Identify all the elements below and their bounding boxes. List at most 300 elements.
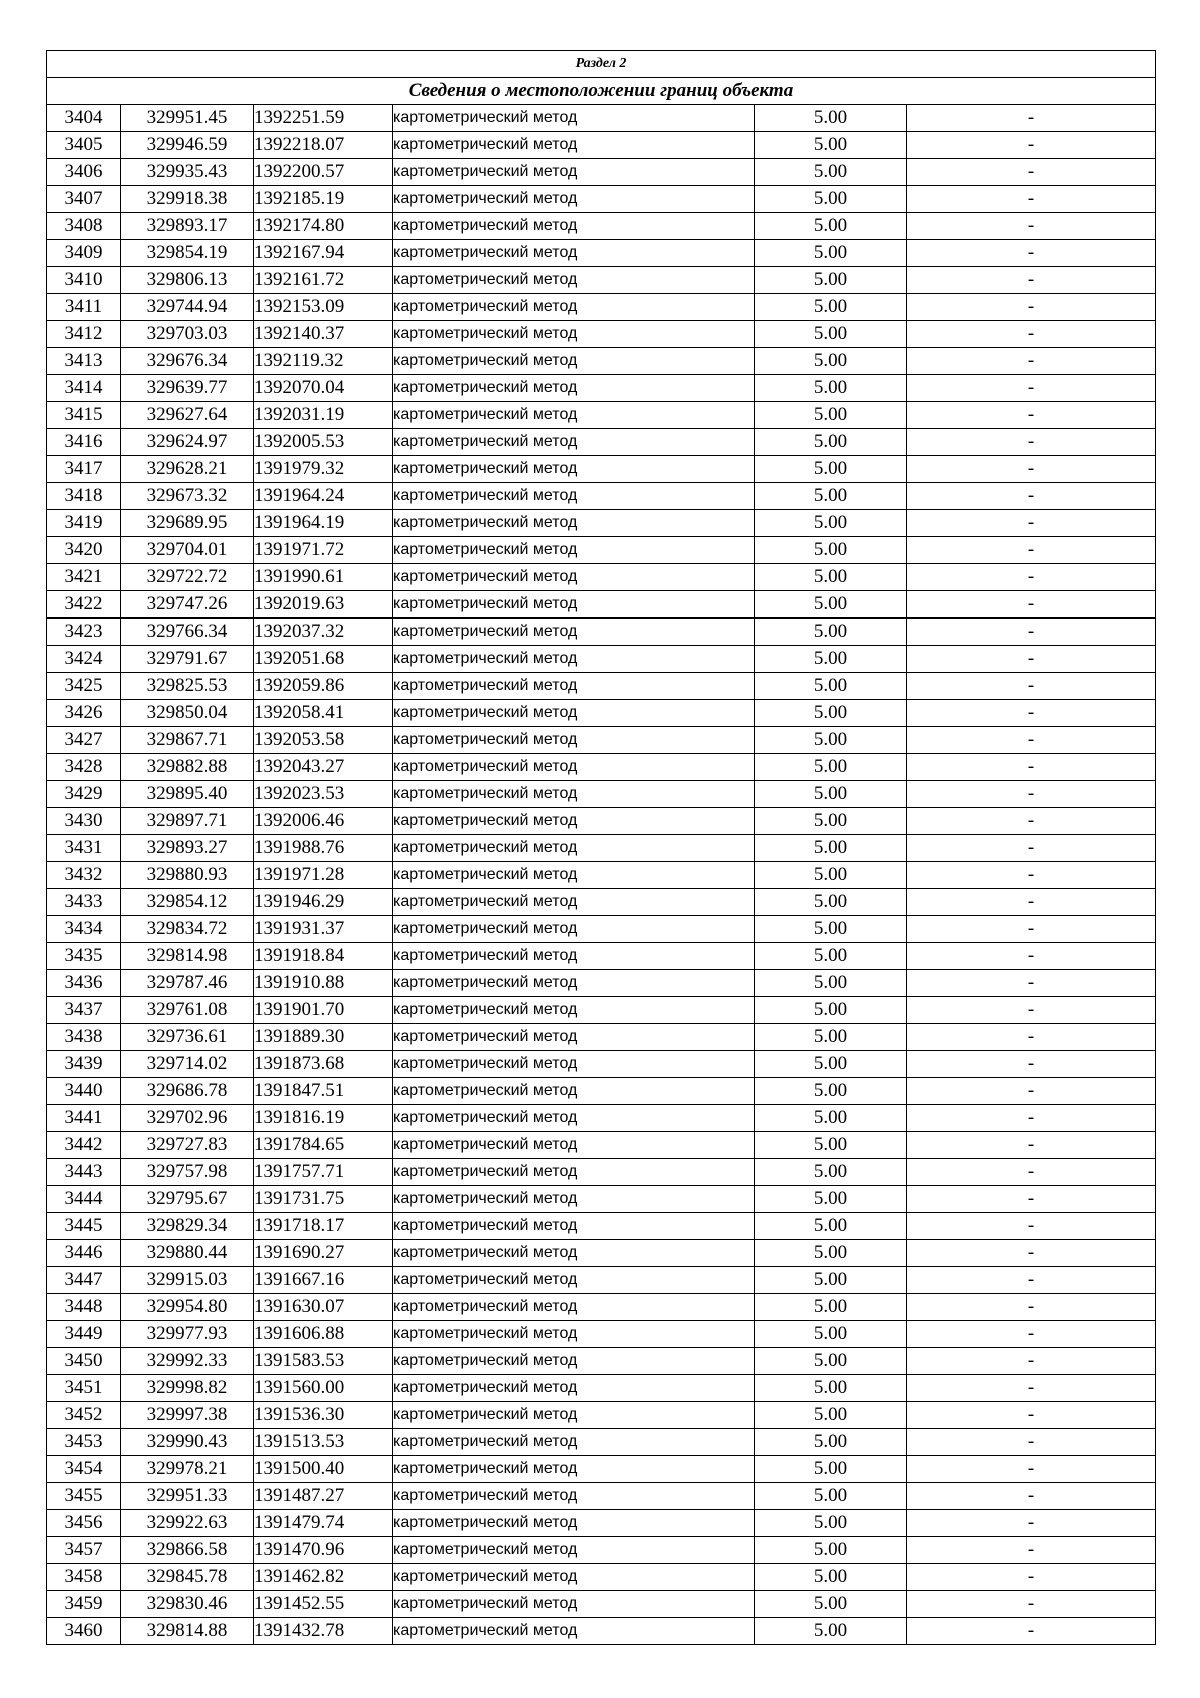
description-cell: -	[907, 754, 1156, 781]
x-coordinate-cell: 329736.61	[121, 1024, 254, 1051]
accuracy-cell: 5.00	[755, 754, 907, 781]
description-cell: -	[907, 1294, 1156, 1321]
accuracy-cell: 5.00	[755, 1132, 907, 1159]
table-row	[47, 1375, 1156, 1402]
table-row	[47, 700, 1156, 727]
method-cell: картометрический метод	[393, 700, 755, 727]
description-cell: -	[907, 456, 1156, 483]
x-coordinate-cell: 329703.03	[121, 321, 254, 348]
document-sheet	[46, 50, 1156, 1645]
y-coordinate-cell: 1392006.46	[254, 808, 393, 835]
table-row	[47, 862, 1156, 889]
description-cell: -	[907, 727, 1156, 754]
point-number-cell: 3412	[47, 321, 121, 348]
table-row	[47, 186, 1156, 213]
table-row	[47, 240, 1156, 267]
x-coordinate-cell: 329787.46	[121, 970, 254, 997]
method-cell: картометрический метод	[393, 1348, 755, 1375]
table-row	[47, 1537, 1156, 1564]
description-cell: -	[907, 321, 1156, 348]
table-row	[47, 1618, 1156, 1645]
table-row	[47, 1483, 1156, 1510]
y-coordinate-cell: 1392185.19	[254, 186, 393, 213]
point-number-cell: 3418	[47, 483, 121, 510]
table-row	[47, 1456, 1156, 1483]
description-cell: -	[907, 159, 1156, 186]
y-coordinate-cell: 1392200.57	[254, 159, 393, 186]
method-cell: картометрический метод	[393, 321, 755, 348]
description-cell: -	[907, 1186, 1156, 1213]
point-number-cell: 3423	[47, 618, 121, 646]
method-cell: картометрический метод	[393, 1510, 755, 1537]
point-number-cell: 3443	[47, 1159, 121, 1186]
x-coordinate-cell: 329915.03	[121, 1267, 254, 1294]
method-cell: картометрический метод	[393, 591, 755, 619]
y-coordinate-cell: 1392058.41	[254, 700, 393, 727]
accuracy-cell: 5.00	[755, 132, 907, 159]
table-title: Сведения о местоположении границ объекта	[47, 78, 1156, 105]
point-number-cell: 3439	[47, 1051, 121, 1078]
method-cell: картометрический метод	[393, 267, 755, 294]
accuracy-cell: 5.00	[755, 1510, 907, 1537]
description-cell: -	[907, 673, 1156, 700]
table-row	[47, 1159, 1156, 1186]
method-cell: картометрический метод	[393, 943, 755, 970]
description-cell: -	[907, 537, 1156, 564]
table-row	[47, 1294, 1156, 1321]
accuracy-cell: 5.00	[755, 348, 907, 375]
table-row	[47, 618, 1156, 646]
accuracy-cell: 5.00	[755, 429, 907, 456]
point-number-cell: 3416	[47, 429, 121, 456]
y-coordinate-cell: 1391500.40	[254, 1456, 393, 1483]
accuracy-cell: 5.00	[755, 1402, 907, 1429]
y-coordinate-cell: 1391990.61	[254, 564, 393, 591]
y-coordinate-cell: 1391918.84	[254, 943, 393, 970]
table-row	[47, 1591, 1156, 1618]
table-row	[47, 835, 1156, 862]
description-cell: -	[907, 132, 1156, 159]
table-row	[47, 1051, 1156, 1078]
table-row	[47, 781, 1156, 808]
x-coordinate-cell: 329850.04	[121, 700, 254, 727]
description-cell: -	[907, 186, 1156, 213]
table-row	[47, 673, 1156, 700]
table-row	[47, 591, 1156, 619]
table-row	[47, 646, 1156, 673]
table-row	[47, 943, 1156, 970]
x-coordinate-cell: 329867.71	[121, 727, 254, 754]
point-number-cell: 3435	[47, 943, 121, 970]
accuracy-cell: 5.00	[755, 1429, 907, 1456]
table-row	[47, 213, 1156, 240]
method-cell: картометрический метод	[393, 1159, 755, 1186]
x-coordinate-cell: 329854.19	[121, 240, 254, 267]
table-row	[47, 1024, 1156, 1051]
y-coordinate-cell: 1392031.19	[254, 402, 393, 429]
y-coordinate-cell: 1391784.65	[254, 1132, 393, 1159]
x-coordinate-cell: 329951.45	[121, 105, 254, 132]
accuracy-cell: 5.00	[755, 727, 907, 754]
boundary-coordinates-table	[46, 50, 1156, 1645]
y-coordinate-cell: 1391470.96	[254, 1537, 393, 1564]
description-cell: -	[907, 240, 1156, 267]
point-number-cell: 3427	[47, 727, 121, 754]
x-coordinate-cell: 329954.80	[121, 1294, 254, 1321]
table-row	[47, 1240, 1156, 1267]
accuracy-cell: 5.00	[755, 483, 907, 510]
x-coordinate-cell: 329624.97	[121, 429, 254, 456]
x-coordinate-cell: 329702.96	[121, 1105, 254, 1132]
table-row	[47, 727, 1156, 754]
table-row	[47, 1510, 1156, 1537]
description-cell: -	[907, 348, 1156, 375]
x-coordinate-cell: 329893.17	[121, 213, 254, 240]
method-cell: картометрический метод	[393, 916, 755, 943]
accuracy-cell: 5.00	[755, 1564, 907, 1591]
accuracy-cell: 5.00	[755, 1456, 907, 1483]
point-number-cell: 3409	[47, 240, 121, 267]
x-coordinate-cell: 329990.43	[121, 1429, 254, 1456]
x-coordinate-cell: 329673.32	[121, 483, 254, 510]
table-row	[47, 1348, 1156, 1375]
point-number-cell: 3424	[47, 646, 121, 673]
y-coordinate-cell: 1391971.28	[254, 862, 393, 889]
accuracy-cell: 5.00	[755, 537, 907, 564]
description-cell: -	[907, 375, 1156, 402]
table-row	[47, 889, 1156, 916]
description-cell: -	[907, 1564, 1156, 1591]
method-cell: картометрический метод	[393, 781, 755, 808]
x-coordinate-cell: 329627.64	[121, 402, 254, 429]
title-header-row	[47, 78, 1156, 105]
y-coordinate-cell: 1392023.53	[254, 781, 393, 808]
accuracy-cell: 5.00	[755, 808, 907, 835]
x-coordinate-cell: 329893.27	[121, 835, 254, 862]
y-coordinate-cell: 1391718.17	[254, 1213, 393, 1240]
accuracy-cell: 5.00	[755, 1267, 907, 1294]
accuracy-cell: 5.00	[755, 1321, 907, 1348]
table-row	[47, 348, 1156, 375]
table-row	[47, 1429, 1156, 1456]
description-cell: -	[907, 916, 1156, 943]
description-cell: -	[907, 1402, 1156, 1429]
y-coordinate-cell: 1391816.19	[254, 1105, 393, 1132]
point-number-cell: 3417	[47, 456, 121, 483]
accuracy-cell: 5.00	[755, 889, 907, 916]
table-row	[47, 402, 1156, 429]
table-row	[47, 267, 1156, 294]
y-coordinate-cell: 1391979.32	[254, 456, 393, 483]
method-cell: картометрический метод	[393, 429, 755, 456]
accuracy-cell: 5.00	[755, 1591, 907, 1618]
description-cell: -	[907, 1078, 1156, 1105]
accuracy-cell: 5.00	[755, 564, 907, 591]
x-coordinate-cell: 329897.71	[121, 808, 254, 835]
description-cell: -	[907, 267, 1156, 294]
description-cell: -	[907, 213, 1156, 240]
description-cell: -	[907, 646, 1156, 673]
description-cell: -	[907, 1240, 1156, 1267]
y-coordinate-cell: 1392037.32	[254, 618, 393, 646]
accuracy-cell: 5.00	[755, 267, 907, 294]
point-number-cell: 3447	[47, 1267, 121, 1294]
y-coordinate-cell: 1392019.63	[254, 591, 393, 619]
method-cell: картометрический метод	[393, 1213, 755, 1240]
point-number-cell: 3404	[47, 105, 121, 132]
point-number-cell: 3419	[47, 510, 121, 537]
method-cell: картометрический метод	[393, 1267, 755, 1294]
section-label: Раздел 2	[47, 51, 1156, 78]
point-number-cell: 3438	[47, 1024, 121, 1051]
y-coordinate-cell: 1391606.88	[254, 1321, 393, 1348]
description-cell: -	[907, 1591, 1156, 1618]
table-row	[47, 510, 1156, 537]
point-number-cell: 3459	[47, 1591, 121, 1618]
point-number-cell: 3408	[47, 213, 121, 240]
y-coordinate-cell: 1391432.78	[254, 1618, 393, 1645]
x-coordinate-cell: 329744.94	[121, 294, 254, 321]
accuracy-cell: 5.00	[755, 916, 907, 943]
method-cell: картометрический метод	[393, 646, 755, 673]
x-coordinate-cell: 329814.98	[121, 943, 254, 970]
point-number-cell: 3448	[47, 1294, 121, 1321]
table-row	[47, 1186, 1156, 1213]
description-cell: -	[907, 943, 1156, 970]
method-cell: картометрический метод	[393, 105, 755, 132]
y-coordinate-cell: 1391462.82	[254, 1564, 393, 1591]
accuracy-cell: 5.00	[755, 1375, 907, 1402]
point-number-cell: 3432	[47, 862, 121, 889]
y-coordinate-cell: 1392005.53	[254, 429, 393, 456]
y-coordinate-cell: 1392043.27	[254, 754, 393, 781]
accuracy-cell: 5.00	[755, 591, 907, 619]
y-coordinate-cell: 1391889.30	[254, 1024, 393, 1051]
description-cell: -	[907, 1510, 1156, 1537]
description-cell: -	[907, 808, 1156, 835]
description-cell: -	[907, 105, 1156, 132]
x-coordinate-cell: 329895.40	[121, 781, 254, 808]
description-cell: -	[907, 1456, 1156, 1483]
x-coordinate-cell: 329825.53	[121, 673, 254, 700]
y-coordinate-cell: 1391536.30	[254, 1402, 393, 1429]
y-coordinate-cell: 1392140.37	[254, 321, 393, 348]
accuracy-cell: 5.00	[755, 240, 907, 267]
point-number-cell: 3437	[47, 997, 121, 1024]
method-cell: картометрический метод	[393, 1429, 755, 1456]
x-coordinate-cell: 329727.83	[121, 1132, 254, 1159]
x-coordinate-cell: 329880.93	[121, 862, 254, 889]
point-number-cell: 3405	[47, 132, 121, 159]
y-coordinate-cell: 1391971.72	[254, 537, 393, 564]
method-cell: картометрический метод	[393, 159, 755, 186]
y-coordinate-cell: 1391757.71	[254, 1159, 393, 1186]
point-number-cell: 3456	[47, 1510, 121, 1537]
x-coordinate-cell: 329829.34	[121, 1213, 254, 1240]
point-number-cell: 3457	[47, 1537, 121, 1564]
method-cell: картометрический метод	[393, 970, 755, 997]
description-cell: -	[907, 564, 1156, 591]
y-coordinate-cell: 1391931.37	[254, 916, 393, 943]
method-cell: картометрический метод	[393, 240, 755, 267]
point-number-cell: 3440	[47, 1078, 121, 1105]
x-coordinate-cell: 329951.33	[121, 1483, 254, 1510]
table-row	[47, 916, 1156, 943]
table-row	[47, 1132, 1156, 1159]
point-number-cell: 3411	[47, 294, 121, 321]
y-coordinate-cell: 1392053.58	[254, 727, 393, 754]
point-number-cell: 3410	[47, 267, 121, 294]
accuracy-cell: 5.00	[755, 618, 907, 646]
description-cell: -	[907, 1267, 1156, 1294]
description-cell: -	[907, 483, 1156, 510]
description-cell: -	[907, 294, 1156, 321]
accuracy-cell: 5.00	[755, 997, 907, 1024]
table-row	[47, 105, 1156, 132]
method-cell: картометрический метод	[393, 618, 755, 646]
x-coordinate-cell: 329922.63	[121, 1510, 254, 1537]
accuracy-cell: 5.00	[755, 213, 907, 240]
y-coordinate-cell: 1391583.53	[254, 1348, 393, 1375]
table-row	[47, 1267, 1156, 1294]
description-cell: -	[907, 997, 1156, 1024]
accuracy-cell: 5.00	[755, 673, 907, 700]
accuracy-cell: 5.00	[755, 1051, 907, 1078]
x-coordinate-cell: 329766.34	[121, 618, 254, 646]
x-coordinate-cell: 329757.98	[121, 1159, 254, 1186]
point-number-cell: 3431	[47, 835, 121, 862]
x-coordinate-cell: 329795.67	[121, 1186, 254, 1213]
point-number-cell: 3425	[47, 673, 121, 700]
method-cell: картометрический метод	[393, 1618, 755, 1645]
accuracy-cell: 5.00	[755, 1159, 907, 1186]
accuracy-cell: 5.00	[755, 402, 907, 429]
point-number-cell: 3429	[47, 781, 121, 808]
accuracy-cell: 5.00	[755, 781, 907, 808]
method-cell: картометрический метод	[393, 1537, 755, 1564]
description-cell: -	[907, 1105, 1156, 1132]
accuracy-cell: 5.00	[755, 456, 907, 483]
x-coordinate-cell: 329845.78	[121, 1564, 254, 1591]
method-cell: картометрический метод	[393, 1564, 755, 1591]
accuracy-cell: 5.00	[755, 1240, 907, 1267]
description-cell: -	[907, 429, 1156, 456]
description-cell: -	[907, 510, 1156, 537]
y-coordinate-cell: 1392119.32	[254, 348, 393, 375]
x-coordinate-cell: 329704.01	[121, 537, 254, 564]
point-number-cell: 3441	[47, 1105, 121, 1132]
x-coordinate-cell: 329998.82	[121, 1375, 254, 1402]
accuracy-cell: 5.00	[755, 1105, 907, 1132]
point-number-cell: 3436	[47, 970, 121, 997]
point-number-cell: 3430	[47, 808, 121, 835]
method-cell: картометрический метод	[393, 1294, 755, 1321]
method-cell: картометрический метод	[393, 483, 755, 510]
y-coordinate-cell: 1391452.55	[254, 1591, 393, 1618]
y-coordinate-cell: 1391479.74	[254, 1510, 393, 1537]
x-coordinate-cell: 329714.02	[121, 1051, 254, 1078]
method-cell: картометрический метод	[393, 1051, 755, 1078]
y-coordinate-cell: 1391731.75	[254, 1186, 393, 1213]
table-row	[47, 997, 1156, 1024]
description-cell: -	[907, 1483, 1156, 1510]
x-coordinate-cell: 329997.38	[121, 1402, 254, 1429]
method-cell: картометрический метод	[393, 1078, 755, 1105]
table-row	[47, 294, 1156, 321]
method-cell: картометрический метод	[393, 808, 755, 835]
point-number-cell: 3460	[47, 1618, 121, 1645]
point-number-cell: 3407	[47, 186, 121, 213]
x-coordinate-cell: 329946.59	[121, 132, 254, 159]
table-row	[47, 808, 1156, 835]
table-row	[47, 429, 1156, 456]
method-cell: картометрический метод	[393, 1105, 755, 1132]
point-number-cell: 3415	[47, 402, 121, 429]
section-header-row	[47, 51, 1156, 78]
method-cell: картометрический метод	[393, 862, 755, 889]
x-coordinate-cell: 329639.77	[121, 375, 254, 402]
x-coordinate-cell: 329676.34	[121, 348, 254, 375]
x-coordinate-cell: 329761.08	[121, 997, 254, 1024]
table-row	[47, 537, 1156, 564]
y-coordinate-cell: 1391560.00	[254, 1375, 393, 1402]
description-cell: -	[907, 591, 1156, 619]
method-cell: картометрический метод	[393, 835, 755, 862]
x-coordinate-cell: 329918.38	[121, 186, 254, 213]
point-number-cell: 3422	[47, 591, 121, 619]
table-row	[47, 1321, 1156, 1348]
accuracy-cell: 5.00	[755, 321, 907, 348]
accuracy-cell: 5.00	[755, 1186, 907, 1213]
table-row	[47, 1078, 1156, 1105]
y-coordinate-cell: 1392218.07	[254, 132, 393, 159]
point-number-cell: 3433	[47, 889, 121, 916]
x-coordinate-cell: 329814.88	[121, 1618, 254, 1645]
method-cell: картометрический метод	[393, 510, 755, 537]
method-cell: картометрический метод	[393, 564, 755, 591]
method-cell: картометрический метод	[393, 537, 755, 564]
description-cell: -	[907, 1132, 1156, 1159]
accuracy-cell: 5.00	[755, 1348, 907, 1375]
description-cell: -	[907, 1051, 1156, 1078]
point-number-cell: 3455	[47, 1483, 121, 1510]
method-cell: картометрический метод	[393, 402, 755, 429]
accuracy-cell: 5.00	[755, 970, 907, 997]
x-coordinate-cell: 329689.95	[121, 510, 254, 537]
y-coordinate-cell: 1391513.53	[254, 1429, 393, 1456]
method-cell: картометрический метод	[393, 673, 755, 700]
x-coordinate-cell: 329882.88	[121, 754, 254, 781]
method-cell: картометрический метод	[393, 375, 755, 402]
x-coordinate-cell: 329791.67	[121, 646, 254, 673]
y-coordinate-cell: 1391847.51	[254, 1078, 393, 1105]
point-number-cell: 3406	[47, 159, 121, 186]
table-row	[47, 1213, 1156, 1240]
table-row	[47, 1402, 1156, 1429]
x-coordinate-cell: 329978.21	[121, 1456, 254, 1483]
description-cell: -	[907, 1321, 1156, 1348]
table-row	[47, 1105, 1156, 1132]
x-coordinate-cell: 329935.43	[121, 159, 254, 186]
point-number-cell: 3413	[47, 348, 121, 375]
y-coordinate-cell: 1391988.76	[254, 835, 393, 862]
accuracy-cell: 5.00	[755, 1618, 907, 1645]
y-coordinate-cell: 1392070.04	[254, 375, 393, 402]
table-row	[47, 1564, 1156, 1591]
description-cell: -	[907, 1213, 1156, 1240]
description-cell: -	[907, 402, 1156, 429]
accuracy-cell: 5.00	[755, 294, 907, 321]
